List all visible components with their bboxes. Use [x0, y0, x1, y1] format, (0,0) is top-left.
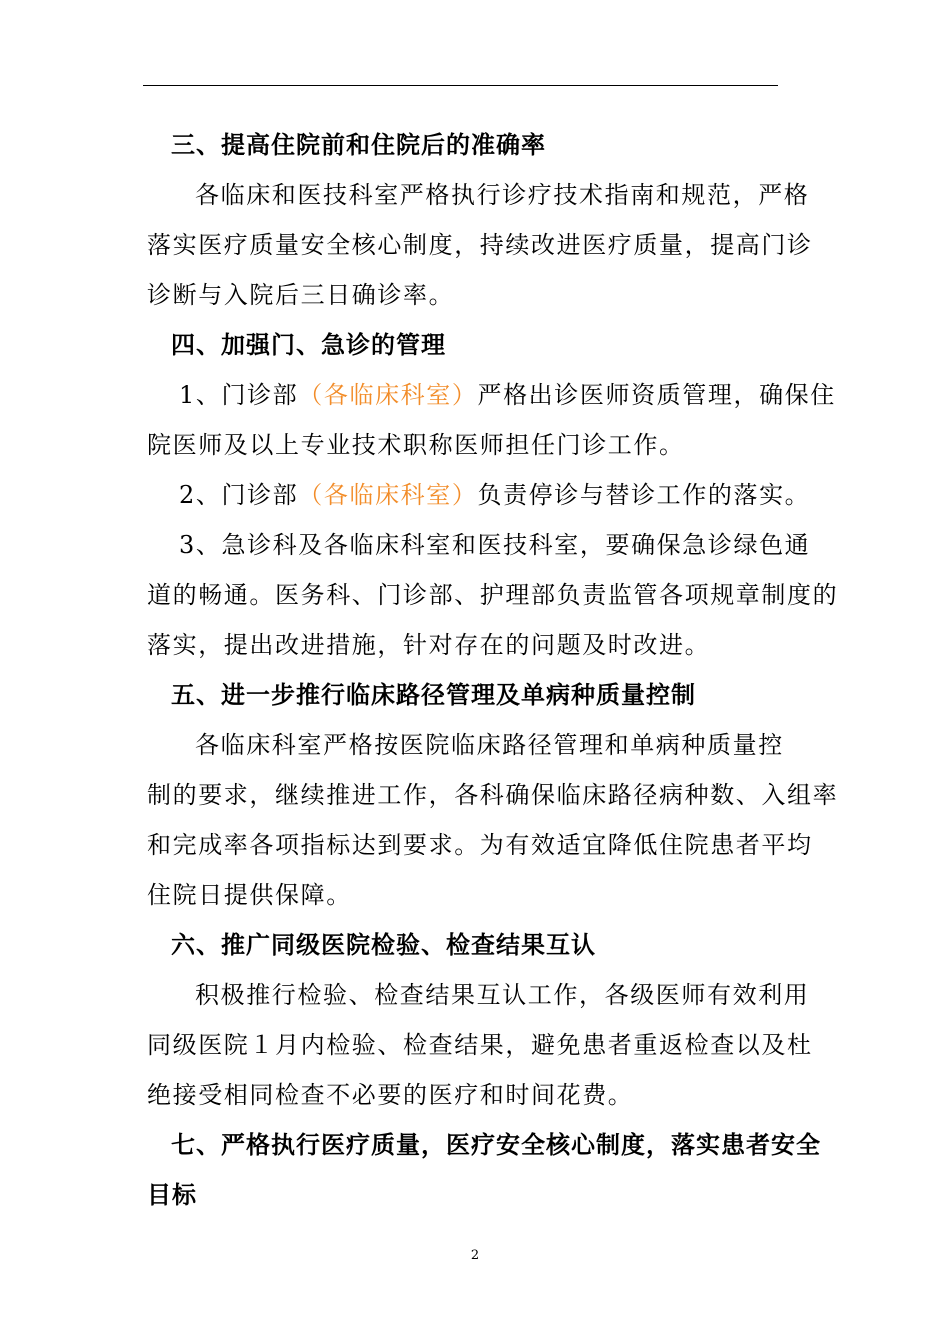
section-heading-5: 五、进一步推行临床路径管理及单病种质量控制 [171, 681, 696, 709]
list-item-text: 2、门诊部 [179, 481, 299, 509]
section-heading-7: 七、严格执行医疗质量，医疗安全核心制度，落实患者安全 [171, 1131, 821, 1159]
header-rule [143, 85, 778, 86]
paragraph-line: 诊断与入院后三日确诊率。 [147, 281, 455, 309]
list-item-text: 1、门诊部 [179, 381, 299, 409]
list-item-text: 负责停诊与替诊工作的落实。 [477, 481, 811, 509]
paragraph-line: 同级医院１月内检验、检查结果，避免患者重返检查以及杜 [147, 1031, 813, 1059]
page-number: 2 [470, 1248, 480, 1263]
paragraph-line: 制的要求，继续推进工作，各科确保临床路径病种数、入组率 [147, 781, 839, 809]
paragraph-line: 积极推行检验、检查结果互认工作，各级医师有效利用 [195, 981, 810, 1009]
paragraph-line: 院医师及以上专业技术职称医师担任门诊工作。 [147, 431, 685, 459]
paragraph-line: 落实，提出改进措施，针对存在的问题及时改进。 [147, 631, 711, 659]
paragraph-line: 各临床和医技科室严格执行诊疗技术指南和规范，严格 [195, 181, 810, 209]
section-heading-6: 六、推广同级医院检验、检查结果互认 [171, 931, 596, 959]
paragraph-line: 各临床科室严格按医院临床路径管理和单病种质量控 [195, 731, 784, 759]
paragraph-line: 落实医疗质量安全核心制度，持续改进医疗质量，提高门诊 [147, 231, 813, 259]
list-item-3: 3、急诊科及各临床科室和医技科室，要确保急诊绿色通 [179, 531, 811, 559]
section-heading-3: 三、提高住院前和住院后的准确率 [171, 131, 546, 159]
list-item-text: 严格出诊医师资质管理，确保住 [477, 381, 836, 409]
list-item-2 [147, 470, 809, 520]
highlighted-text: （各临床科室） [298, 481, 478, 509]
paragraph-line: 住院日提供保障。 [147, 881, 352, 909]
section-heading-4: 四、加强门、急诊的管理 [171, 331, 446, 359]
paragraph-line: 绝接受相同检查不必要的医疗和时间花费。 [147, 1081, 634, 1109]
paragraph-line: 道的畅通。医务科、门诊部、护理部负责监管各项规章制度的 [147, 581, 839, 609]
paragraph-line: 和完成率各项指标达到要求。为有效适宜降低住院患者平均 [147, 831, 813, 859]
document-body [147, 120, 839, 1220]
list-item-1 [147, 370, 836, 420]
highlighted-text: （各临床科室） [298, 381, 478, 409]
section-heading-7-cont: 目标 [147, 1181, 197, 1209]
